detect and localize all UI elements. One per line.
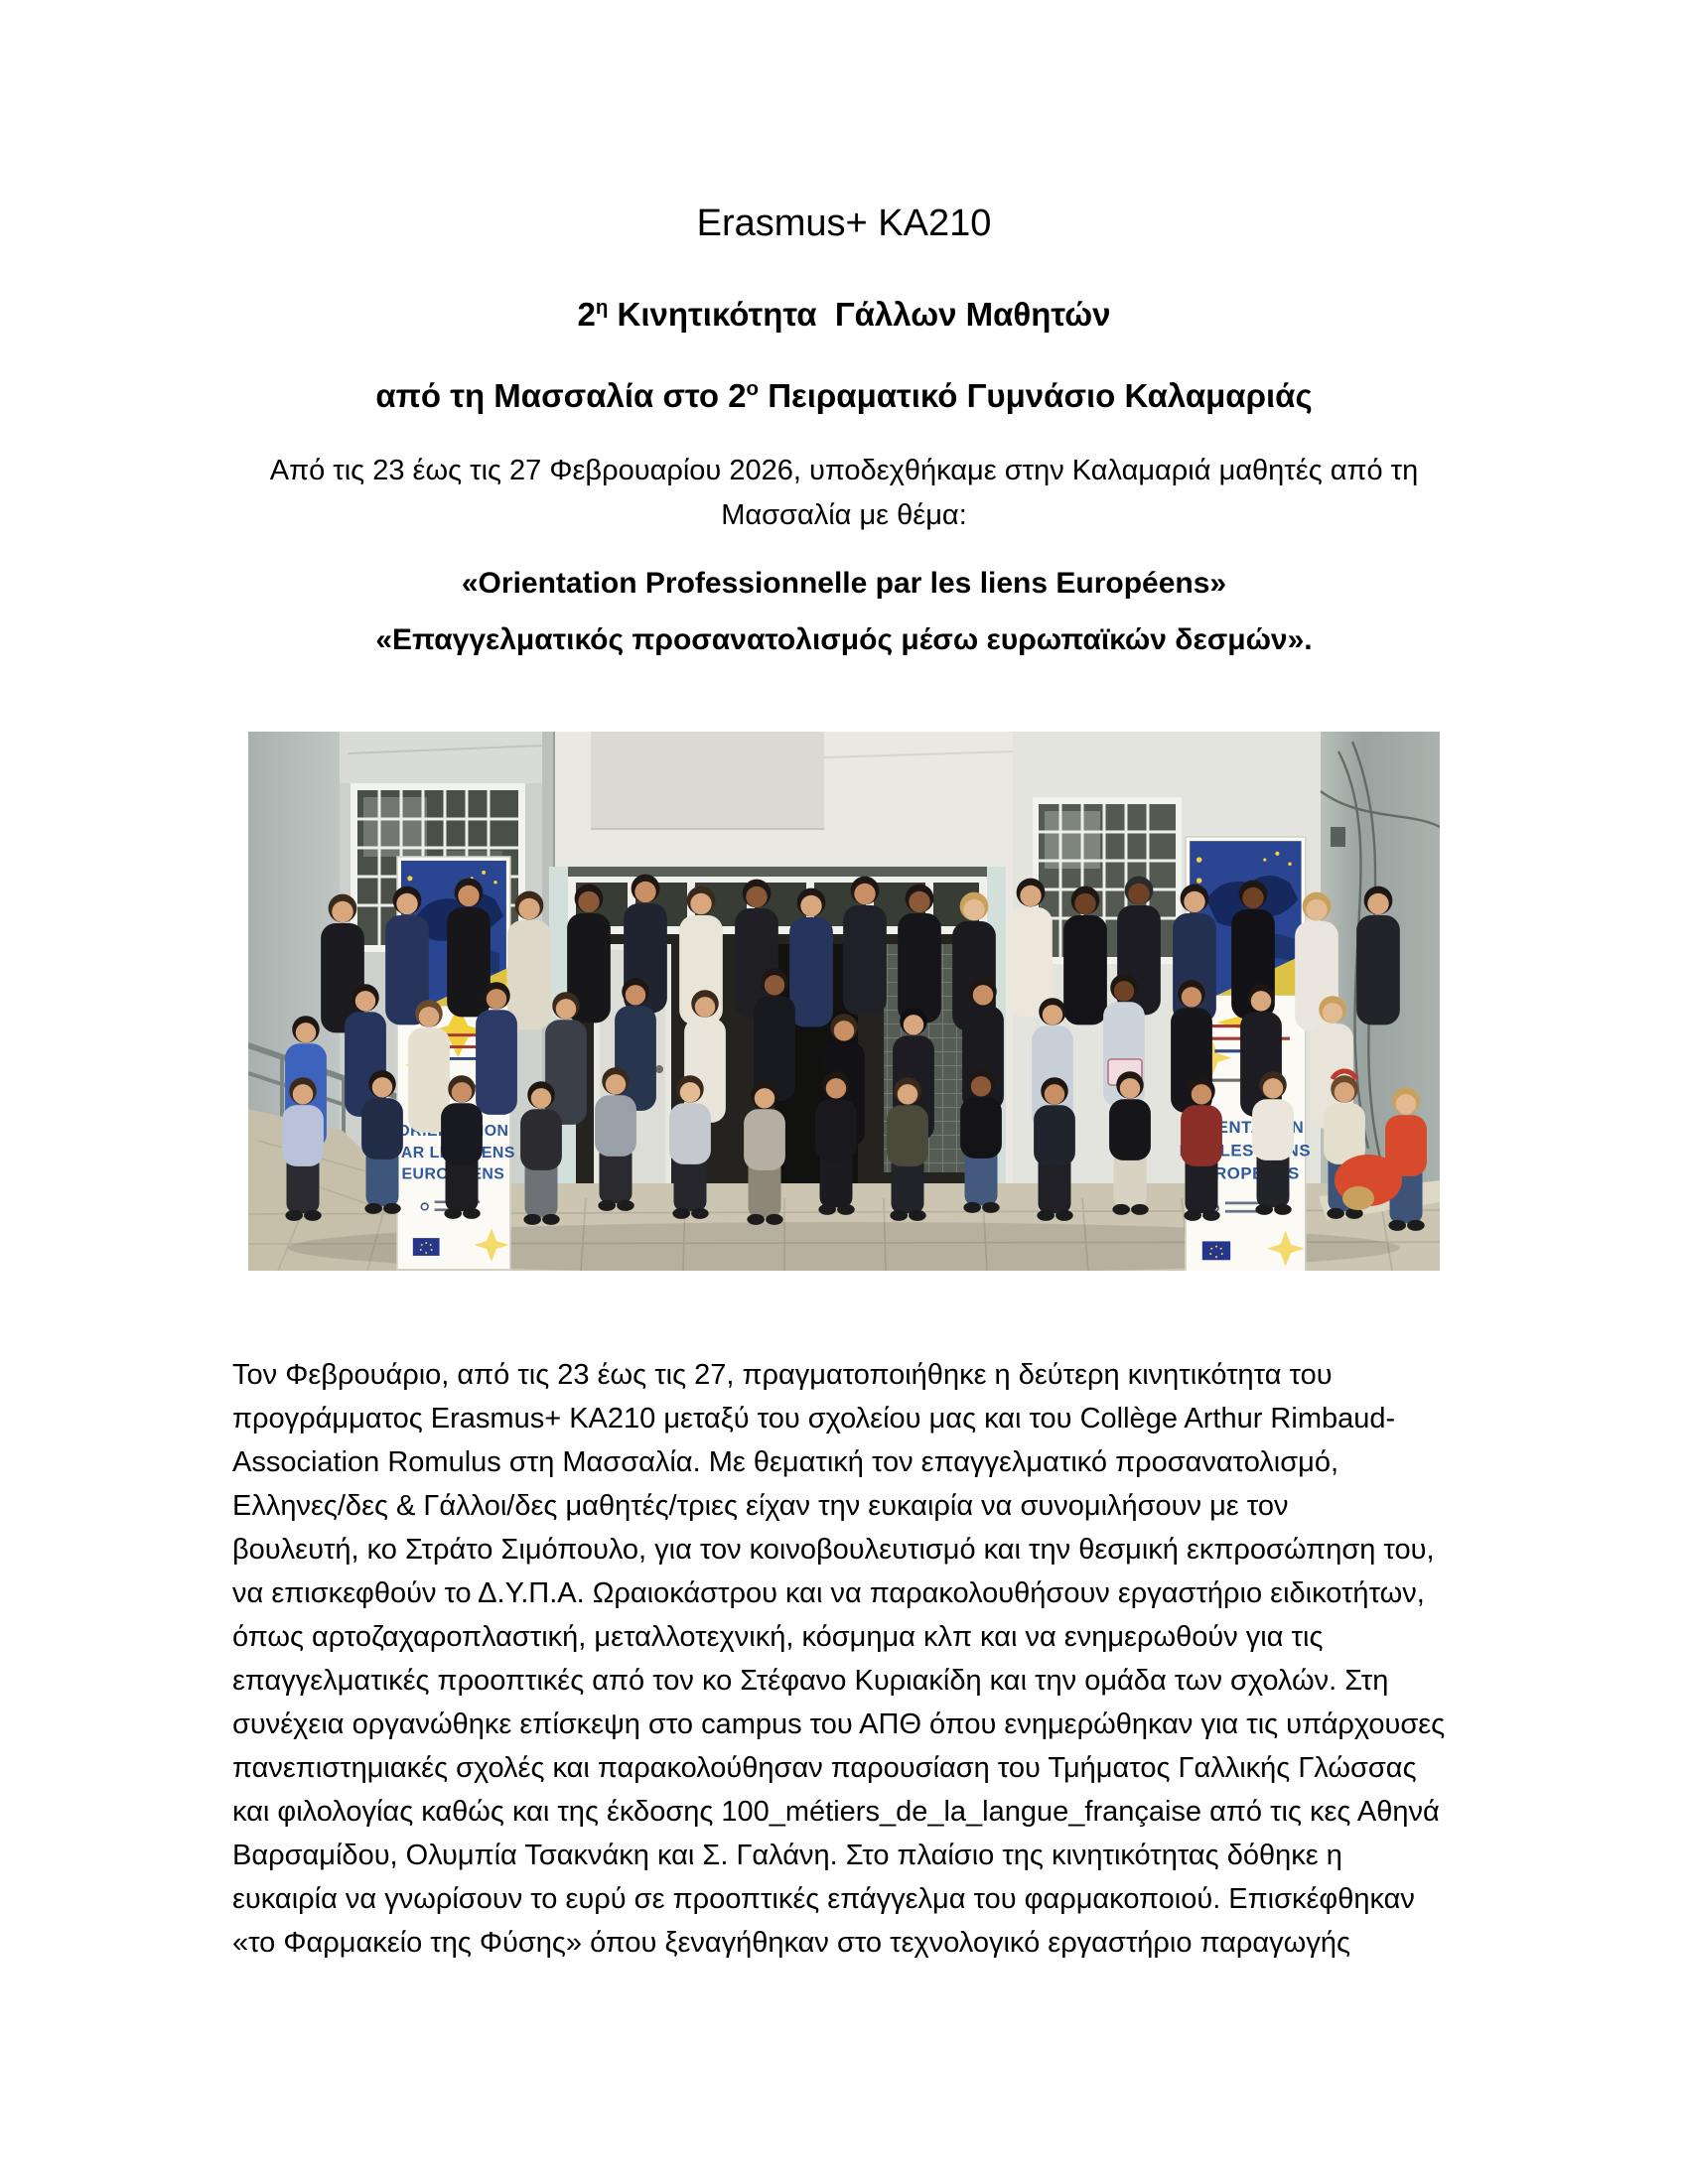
- text-line: πανεπιστημιακές σχολές και παρακολούθησαν παρουσίαση του Τμήματος Γαλλικής Γλώσσας: [232, 1752, 1417, 1784]
- text-line: συνέχεια οργανώθηκε επίσκεψη στο campus του ΑΠΘ όπου ενημερώθηκαν για τις υπάρχουσες: [232, 1708, 1446, 1740]
- group-photo: [248, 732, 1440, 1271]
- body-paragraph: [232, 1353, 1464, 1965]
- page-title: Erasmus+ KA210: [696, 203, 992, 244]
- text-line: βουλευτή, κο Στράτο Σιμόπουλο, για τον κοινοβουλευτισμό και την θεσμική εκπροσώπηση του,: [232, 1534, 1435, 1566]
- text-line: Ελληνες/δες & Γάλλοι/δες μαθητές/τριες είχαν την ευκαιρία να συνομιλήσουν με τον: [232, 1490, 1289, 1522]
- text-line: Association Romulus στη Μασσαλία. Με θεματική τον επαγγελματικό προσανατολισμό,: [232, 1446, 1339, 1478]
- text-line: Βαρσαμίδου, Ολυμπία Τσακνάκη και Σ. Γαλάνη. Στο πλαίσιο της κινητικότητας δόθηκε η: [232, 1840, 1342, 1871]
- heading-mobility-sup: η: [595, 296, 609, 319]
- text-line: ευκαιρία να γνωρίσουν το ευρύ σε προοπτικές επάγγελμα του φαρμακοποιού. Επισκέφθηκαν: [232, 1883, 1415, 1915]
- heading-school-sup: ο: [746, 377, 760, 400]
- text-line: όπως αρτοζαχαροπλαστική, μεταλλοτεχνική, κόσμημα κλπ και να ενημερωθούν για τις: [232, 1621, 1324, 1653]
- heading-school-pre: από τη Μασσαλία στο 2: [375, 377, 747, 414]
- intro-paragraph: [232, 449, 1456, 538]
- heading-mobility-num: 2: [577, 296, 596, 333]
- text-line: προγράμματος Erasmus+ KA210 μεταξύ του σχολείου μας και του Collège Arthur Rimbaud-: [232, 1403, 1396, 1434]
- heading-mobility: [232, 287, 1456, 336]
- text-line: και φιλολογίας καθώς και της έκδοσης 100_métiers_de_la_langue_française από τις κες Αθηνά: [232, 1796, 1440, 1828]
- text-line: Από τις 23 έως τις 27 Φεβρουαρίου 2026, υποδεχθήκαμε στην Καλαμαριά μαθητές από τη: [269, 455, 1419, 486]
- text-line: Τον Φεβρουάριο, από τις 23 έως τις 27, πραγματοποιήθηκε η δεύτερη κινητικότητα του: [232, 1359, 1333, 1391]
- heading-school: [232, 368, 1456, 417]
- group-photo-illustration: [248, 732, 1440, 1271]
- text-line: «το Φαρμακείο της Φύσης» όπου ξεναγήθηκαν στο τεχνολογικό εργαστήριο παραγωγής: [232, 1927, 1350, 1959]
- subtitle-french: «Orientation Professionnelle par les liens Européens»: [461, 567, 1227, 600]
- heading-mobility-rest: Κινητικότητα Γάλλων Μαθητών: [608, 296, 1111, 333]
- text-line: επαγγελματικές προοπτικές από τον κο Στέφανο Κυριακίδη και την ομάδα των σχολών. Στη: [232, 1665, 1389, 1697]
- heading-school-rest: Πειραματικό Γυμνάσιο Καλαμαριάς: [759, 377, 1313, 414]
- text-line: Μασσαλία με θέμα:: [721, 499, 967, 531]
- subtitle-greek: «Επαγγελματικός προσανατολισμός μέσω ευρωπαϊκών δεσμών».: [375, 623, 1313, 656]
- text-line: να επισκεφθούν το Δ.Υ.Π.Α. Ωραιοκάστρου και να παρακολουθήσουν εργαστήριο ειδικοτήτων,: [232, 1577, 1425, 1609]
